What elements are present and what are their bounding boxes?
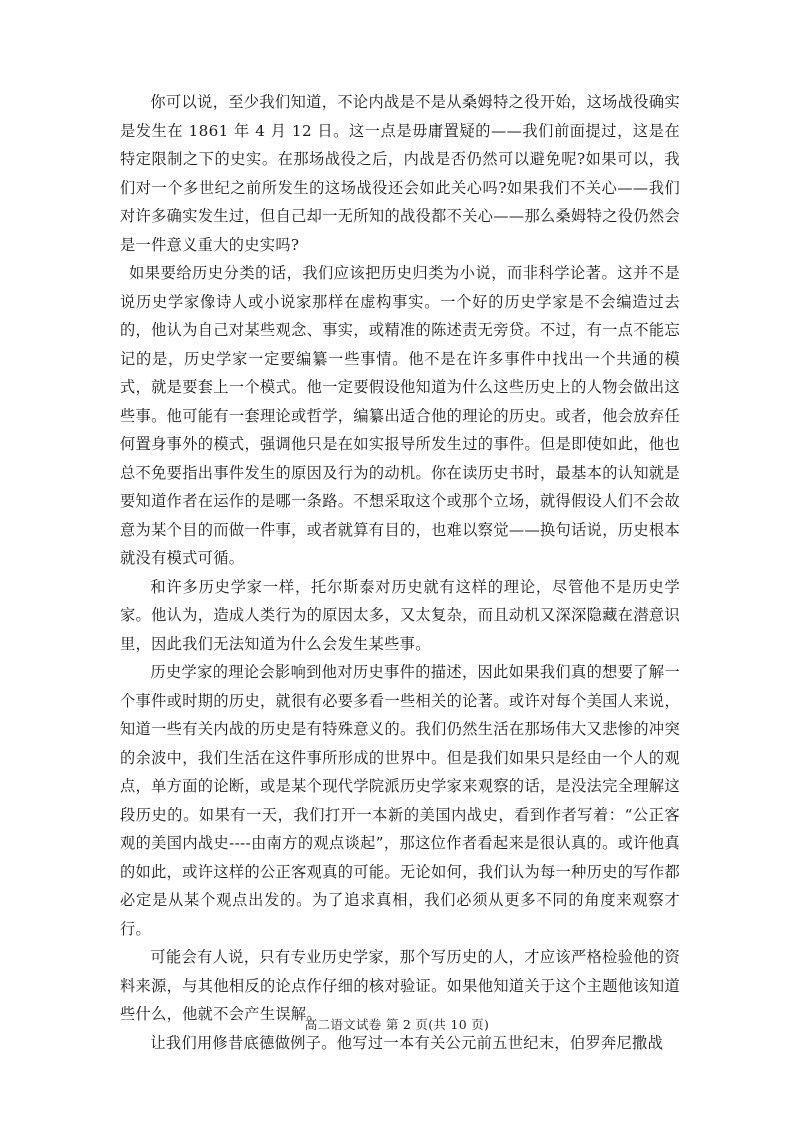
paragraph-4: 历史学家的理论会影响到他对历史事件的描述，因此如果我们真的想要了解一个事件或时期的历史，就很有必要多看一些相关的论著。或许对每个美国人来说，知道一些有关内战的历史是有特殊意义的。我们仍然生活在那场伟大又悲惨的冲突的余波中，我们生活在这件事所形成的世界中。但是我们如果只是经由一个人的观点，单方面的论断，或是某个现代学院派历史学家来观察的话，是没法完全理解这段历史的。如果有一天，我们打开一本新的美国内战史，看到作者写着：“公正客观的美国内战史----由南方的观点谈起”，那这位作者看起来是很认真的。或许他真的如此，或许这样的公正客观真的可能。无论如何，我们认为每一种历史的写作都必定是从某个观点出发的。为了追求真相，我们必须从更多不同的角度来观察才行。 <box>120 663 680 938</box>
paragraph-2: 如果要给历史分类的话，我们应该把历史归类为小说，而非科学论著。这并不是说历史学家像诗人或小说家那样在虚构事实。一个好的历史学家是不会编造过去的，他认为自己对某些观念、事实，或精准的陈述责无旁贷。不过，有一点不能忘记的是，历史学家一定要编纂一些事情。他不是在许多事件中找出一个共通的模式，就是要套上一个模式。他一定要假设他知道为什么这些历史上的人物会做出这些事。他可能有一套理论或哲学，编纂出适合他的理论的历史。或者，他会放弃任何置身事外的模式，强调他只是在如实报导所发生过的事件。但是即使如此，他也总不免要指出事件发生的原因及行为的动机。你在读历史书时，最基本的认知就是要知道作者在运作的是哪一条路。不想采取这个或那个立场，就得假设人们不会故意为某个目的而做一件事，或者就算有目的，也难以察觉——换句话说，历史根本就没有模式可循。 <box>120 264 680 567</box>
page-footer: 高二语文试卷 第 2 页(共 10 页) <box>304 1017 490 1032</box>
paragraph-5: 可能会有人说，只有专业历史学家，那个写历史的人，才应该严格检验他的资料来源，与其他相反的论点作仔细的核对验证。如果他知道关于这个主题他该知道些什么，他就不会产生误解。 <box>120 948 680 1023</box>
paragraph-3: 和许多历史学家一样，托尔斯泰对历史就有这样的理论，尽管他不是历史学家。他认为，造成人类行为的原因太多，又太复杂，而且动机又深深隐藏在潜意识里，因此我们无法知道为什么会发生某些事。 <box>120 577 680 653</box>
paragraph-1: 你可以说，至少我们知道，不论内战是不是从桑姆特之役开始，这场战役确实是发生在 1861 年 4 月 12 日。这一点是毋庸置疑的——我们前面提过，这是在特定限制之下的史实。在那场战役之后，内战是否仍然可以避免呢?如果可以，我们对一个多世纪之前所发生的这场战役还会如此关心吗?如果我们不关心——我们对许多确实发生过，但自己却一无所知的战役都不关心——那么桑姆特之役仍然会是一件意义重大的史实吗? <box>120 93 680 254</box>
paragraph-6: 让我们用修昔底德做例子。他写过一本有关公元前五世纪末，伯罗奔尼撒战 <box>150 1033 664 1052</box>
reading-passage <box>120 88 680 1057</box>
